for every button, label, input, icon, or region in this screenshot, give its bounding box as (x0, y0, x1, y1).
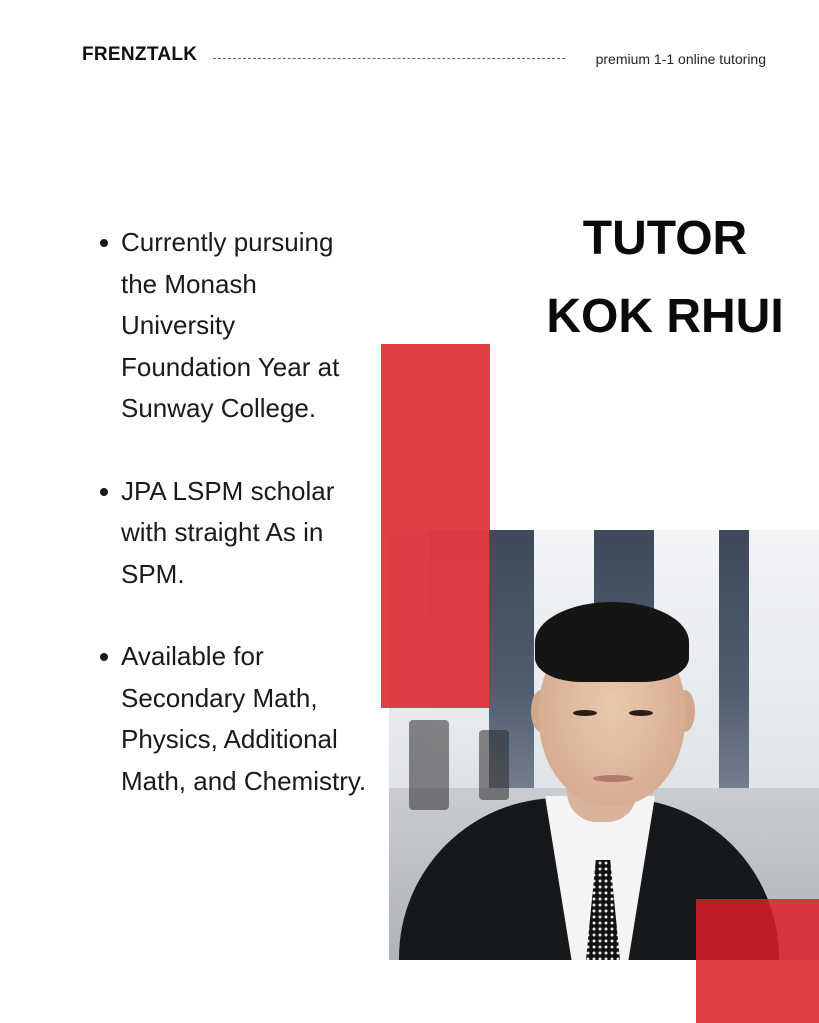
brand-name: FRENZTALK (82, 44, 198, 65)
red-accent-block-bottom (696, 899, 819, 1023)
photo-window (749, 530, 819, 797)
page-header (82, 44, 766, 74)
tutor-title (540, 200, 790, 356)
photo-mouth (593, 775, 633, 782)
photo-hair (535, 602, 689, 682)
photo-eye (629, 710, 653, 716)
photo-chair (409, 720, 449, 810)
title-line-name: KOK RHUI (546, 290, 784, 343)
title-line-tutor: TUTOR (582, 212, 748, 265)
red-accent-block-top (381, 344, 490, 708)
list-item: Currently pursuing the Monash University Foundation Year at Sunway College. (98, 222, 368, 430)
tagline: premium 1-1 online tutoring (595, 51, 766, 67)
photo-eye (573, 710, 597, 716)
photo-chair (479, 730, 509, 800)
photo-blind (719, 530, 749, 797)
list-item: JPA LSPM scholar with straight As in SPM. (98, 471, 368, 596)
header-divider (213, 58, 565, 59)
list-item: Available for Secondary Math, Physics, Additional Math, and Chemistry. (98, 636, 368, 802)
qualification-list (98, 222, 368, 843)
